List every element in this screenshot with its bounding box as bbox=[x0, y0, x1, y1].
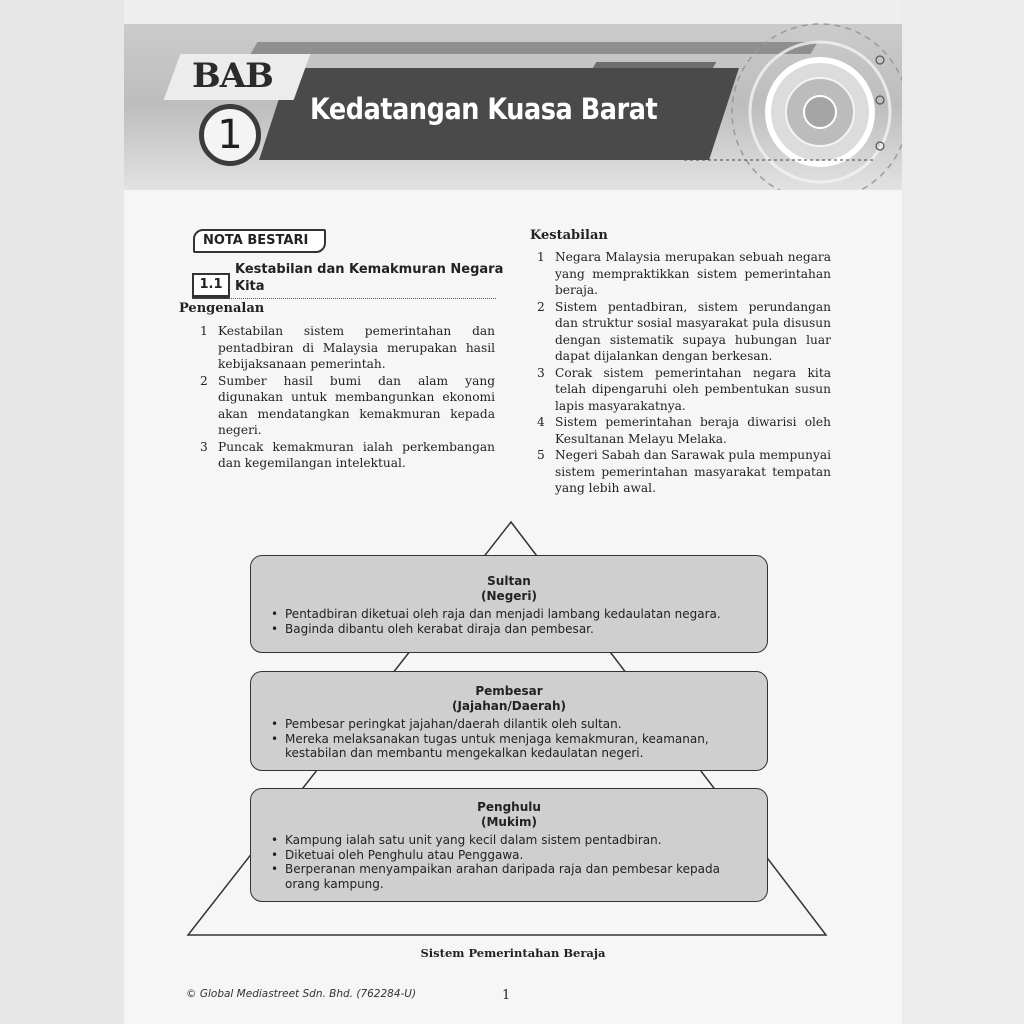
diagram-caption: Sistem Pemerintahan Beraja bbox=[420, 946, 606, 960]
heading-kestabilan: Kestabilan bbox=[530, 228, 608, 243]
tier-title: Sultan bbox=[487, 574, 531, 588]
tier-subtitle: (Jajahan/Daerah) bbox=[451, 699, 567, 713]
list-item: 4 Sistem pemerintahan beraja diwarisi oleh Kesultanan Melayu Melaka. bbox=[537, 415, 831, 446]
page-number: 1 bbox=[502, 988, 511, 1003]
tier-bullet: • Mereka melaksanakan tugas untuk menjaga kemakmuran, keamanan, kestabilan dan membantu mengekalkan kedaulatan negeri. bbox=[271, 731, 709, 760]
tier-title: Penghulu bbox=[477, 800, 541, 814]
tier-bullet: • Pentadbiran diketuai oleh raja dan menjadi lambang kedaulatan negara. bbox=[271, 607, 721, 621]
tier-bullet: • Baginda dibantu oleh kerabat diraja dan pembesar. bbox=[271, 621, 594, 636]
nota-bestari-label: NOTA BESTARI bbox=[193, 229, 326, 253]
tier-bullet: • Berperanan menyampaikan arahan daripada raja dan pembesar kepada orang kampung. bbox=[271, 862, 720, 891]
chapter-number: 1 bbox=[199, 104, 261, 166]
tier-title: Pembesar bbox=[475, 684, 543, 698]
heading-pengenalan: Pengenalan bbox=[179, 301, 265, 316]
chapter-title: Kedatangan Kuasa Barat bbox=[310, 92, 658, 126]
tier-bullet: • Kampung ialah satu unit yang kecil dalam sistem pentadbiran. bbox=[271, 833, 662, 847]
tier-subtitle: (Negeri) bbox=[481, 589, 537, 603]
tier-sultan bbox=[250, 555, 768, 653]
tier-penghulu bbox=[250, 788, 768, 902]
left-page-edge bbox=[0, 0, 124, 1024]
right-page-edge bbox=[902, 0, 1024, 1024]
list-item: 3 Puncak kemakmuran ialah perkembangan dan kegemilangan intelektual. bbox=[200, 439, 495, 470]
tier-pembesar bbox=[250, 671, 768, 771]
book-page bbox=[124, 0, 902, 1024]
tier-bullet: • Diketuai oleh Penghulu atau Penggawa. bbox=[271, 847, 524, 862]
section-title: Kestabilan dan Kemakmuran Negara Kita bbox=[235, 262, 504, 294]
list-item: 3 Corak sistem pemerintahan negara kita telah dipengaruhi oleh pembentukan susun lapis masyarakatnya. bbox=[537, 365, 831, 413]
list-item: 2 Sistem pentadbiran, sistem perundangan dan struktur sosial masyarakat pula disusun dengan sistematik supaya hubungan luar dapat dijalankan dengan berkesan. bbox=[537, 299, 831, 363]
section-number: 1.1 bbox=[192, 273, 230, 299]
list-item: 5 Negeri Sabah dan Sarawak pula mempunyai sistem pemerintahan masyarakat tempatan yang lebih awal. bbox=[537, 448, 831, 495]
list-item: 1 Negara Malaysia merupakan sebuah negara yang mempraktikkan sistem pemerintahan beraja. bbox=[537, 250, 831, 297]
tier-bullet: • Pembesar peringkat jajahan/daerah dilantik oleh sultan. bbox=[271, 717, 622, 731]
list-item: 1 Kestabilan sistem pemerintahan dan pentadbiran di Malaysia merupakan hasil kebijaksanaan pemerintah. bbox=[200, 324, 495, 371]
tier-subtitle: (Mukim) bbox=[480, 815, 538, 829]
copyright-text: © Global Mediastreet Sdn. Bhd. (762284-U) bbox=[186, 988, 417, 1000]
list-item: 2 Sumber hasil bumi dan alam yang digunakan untuk membangunkan ekonomi akan mendatangkan kemakmuran kepada negeri. bbox=[200, 373, 495, 437]
bab-label: BAB bbox=[192, 56, 273, 96]
